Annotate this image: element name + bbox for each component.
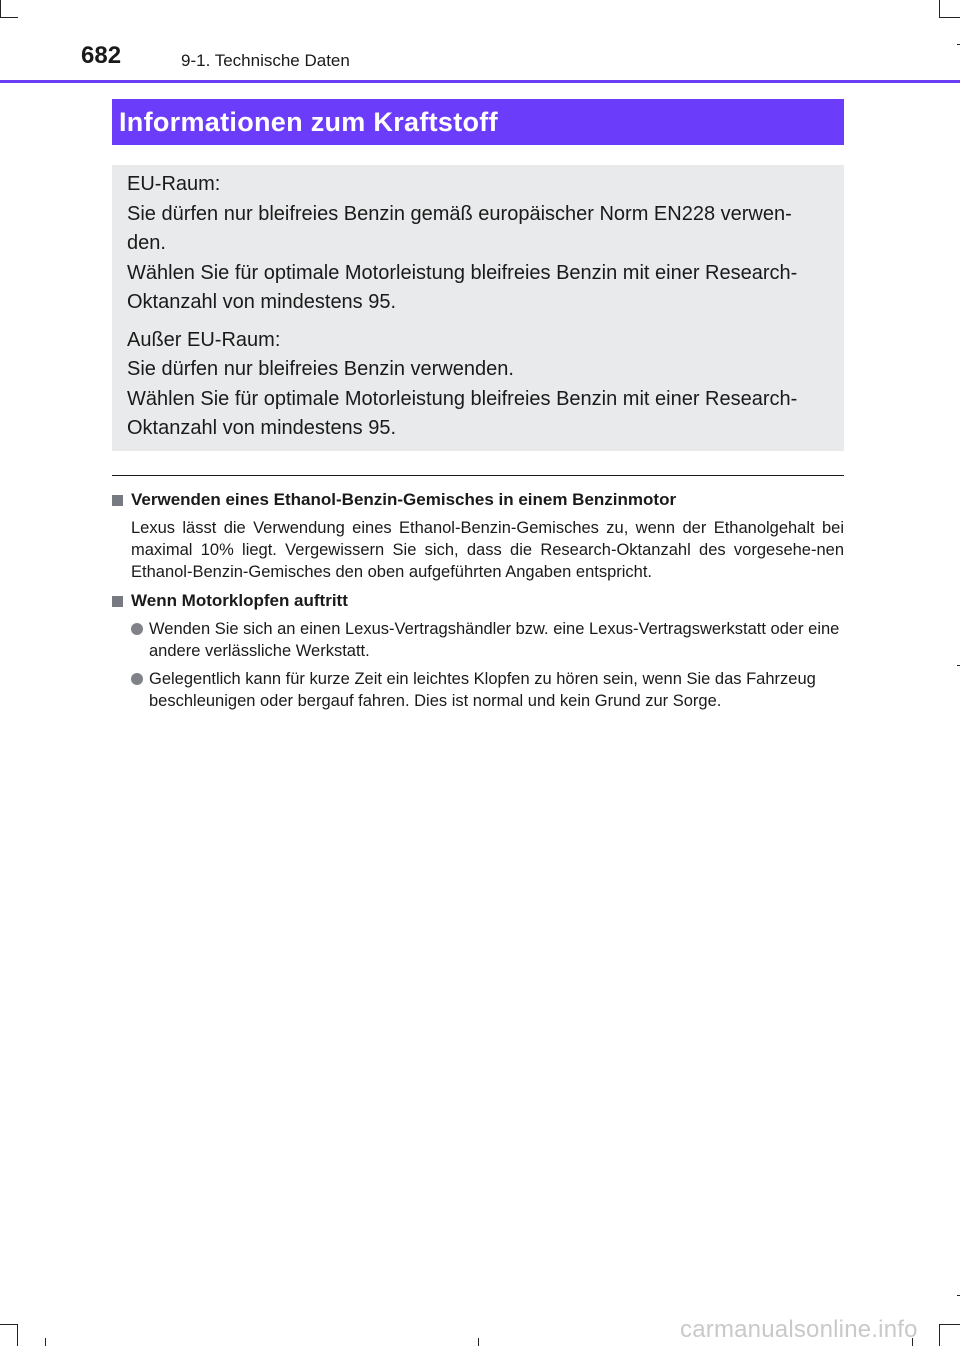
eu-text-1: Sie dürfen nur bleifreies Benzin gemäß europäischer Norm EN228 verwen-den. <box>127 202 792 254</box>
fuel-info-box <box>112 165 844 451</box>
section-heading-text: Verwenden eines Ethanol-Benzin-Gemisches in einem Benzinmotor <box>131 490 677 509</box>
crop-mark <box>478 1338 479 1346</box>
list-item-text: Wenden Sie sich an einen Lexus-Vertragshändler bzw. eine Lexus-Vertragswerkstatt oder eine andere verlässliche Werkstatt. <box>149 620 840 660</box>
circle-bullet-icon <box>131 673 143 685</box>
list-item-text: Gelegentlich kann für kurze Zeit ein leichtes Klopfen zu hören sein, wenn Sie das Fahrzeug beschleunigen oder bergauf fahren. Dies ist normal und kein Grund zur Sorge. <box>149 670 816 710</box>
watermark: carmanualsonline.info <box>680 1316 918 1343</box>
crop-mark <box>45 1338 46 1346</box>
square-bullet-icon <box>112 596 123 607</box>
spacer <box>127 318 829 326</box>
list-item <box>131 668 844 712</box>
non-eu-text-1: Sie dürfen nur bleifreies Benzin verwenden. <box>127 358 514 380</box>
crop-mark <box>939 1324 940 1346</box>
section-heading <box>112 489 844 511</box>
section-knocking <box>112 590 844 712</box>
list-item <box>131 618 844 662</box>
section-heading <box>112 590 844 612</box>
crop-mark <box>17 1324 18 1346</box>
page-header <box>0 0 960 84</box>
page-number: 682 <box>81 42 122 69</box>
section-ethanol <box>112 489 844 583</box>
crop-mark <box>939 1324 960 1325</box>
non-eu-label: Außer EU-Raum: <box>127 328 281 351</box>
section-divider <box>112 475 844 476</box>
page-title: Informationen zum Kraftstoff <box>119 107 498 137</box>
section-heading-text: Wenn Motorklopfen auftritt <box>131 591 348 610</box>
circle-bullet-icon <box>131 623 143 635</box>
section-title: 9-1. Technische Daten <box>181 51 350 70</box>
header-rule <box>0 80 960 83</box>
crop-mark <box>0 1324 18 1325</box>
section-body: Lexus lässt die Verwendung eines Ethanol-Benzin-Gemisches zu, wenn der Ethanolgehalt bei maximal 10% liegt. Vergewissern Sie sich, dass die Research-Oktanzahl des vorgesehe-nen Ethanol-Benzin-Gemisches den oben aufgeführten Angaben entspricht. <box>131 519 844 581</box>
eu-label: EU-Raum: <box>127 173 221 195</box>
eu-text-2: Wählen Sie für optimale Motorleistung bleifreies Benzin mit einer Research-Oktanzahl von mindestens 95. <box>127 261 798 313</box>
title-bar <box>112 99 844 145</box>
square-bullet-icon <box>112 495 123 506</box>
non-eu-text-2: Wählen Sie für optimale Motorleistung bleifreies Benzin mit einer Research-Oktanzahl von mindestens 95. <box>127 387 798 439</box>
